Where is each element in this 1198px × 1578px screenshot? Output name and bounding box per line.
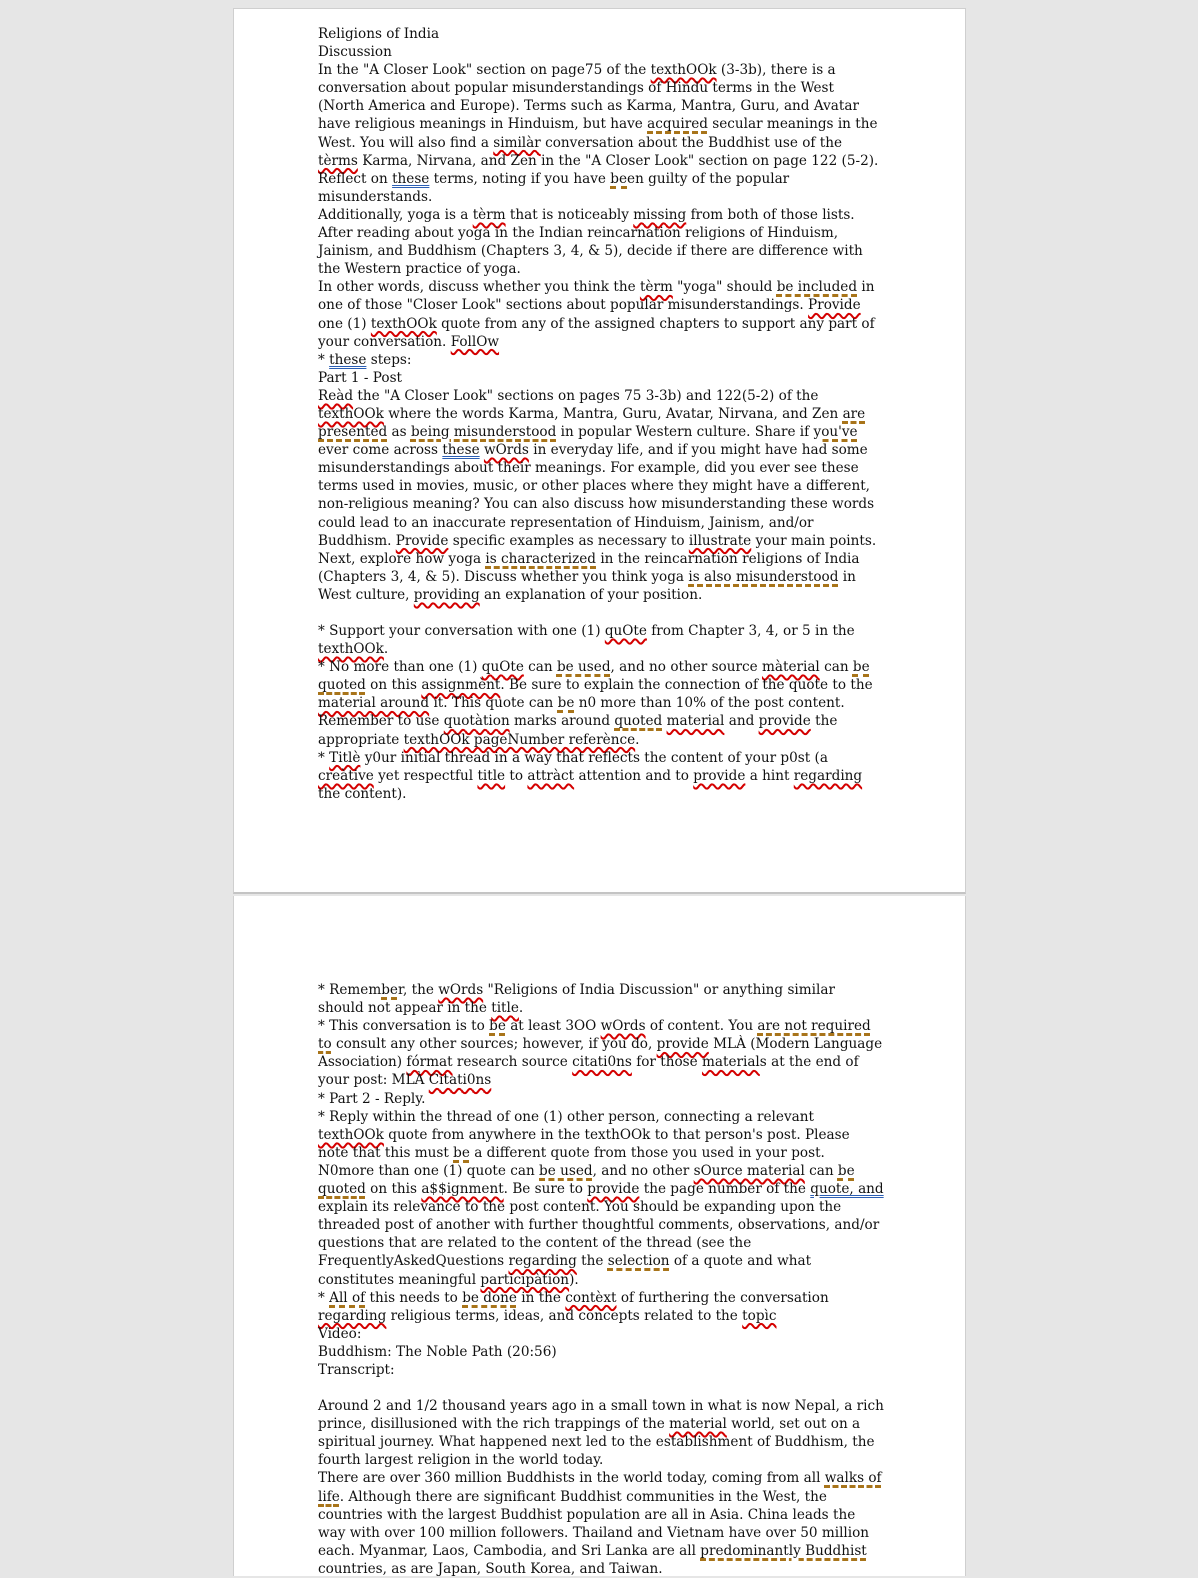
grammar-suggestion-mark[interactable]: is characterized [485, 550, 597, 567]
spelling-error-mark[interactable]: texthOOk [370, 315, 437, 332]
spelling-error-mark[interactable]: FollOw [450, 333, 500, 350]
spelling-error-mark[interactable]: attràct [527, 767, 575, 784]
document-paragraph[interactable] [318, 1379, 884, 1397]
grammar-suggestion-mark[interactable]: selection [607, 1253, 670, 1270]
page-2-body-text[interactable] [318, 981, 884, 1578]
document-paragraph[interactable]: Reàd the "A Closer Look" sections on pages 75 3-3b) and 122(5-2) of the texthOOk where the words Karma, Mantra, Guru, Avatar, Nirvana, and Zen are presented as being misunderstood in popular Western culture. Share if you've ever come across these wOrds in everyday life, and if you might have had some misunderstandings about their meanings. For example, did you ever see these terms used in movies, music, or other places where they might have a different, non-religious meaning? You can also discuss how misunderstanding these words could lead to an inaccurate representation of Hinduism, Jainism, and/or Buddhism. Provide specific examples as necessary to illustrate your main points. [318, 387, 877, 549]
spelling-error-mark[interactable]: title [477, 767, 506, 784]
grammar-suggestion-mark[interactable]: are presented [318, 405, 866, 441]
hyperlink-text[interactable]: these [392, 170, 430, 187]
document-paragraph[interactable]: * Remember, the wOrds "Religions of India Discussion" or anything similar should not appear in the title. [318, 982, 835, 1017]
spelling-error-mark[interactable]: texthOOk [318, 1126, 384, 1143]
hyperlink-text[interactable]: these [329, 351, 367, 368]
document-paragraph[interactable]: * Reply within the thread of one (1) other person, connecting a relevant texthOOk quote from anywhere in the texthOOk to that person's post. Please note that this must be a different quote from those you used in your post. N0more than one (1) quote can be used, and no other sOurce material can be quoted on this a$$ignment. Be sure to provide the page number of the quote, and explain its relevance to the post content. You should be expanding upon the threaded post of another with further thoughtful comments, observations, and/or questions that are related to the content of the thread (see the FrequentlyAskedQuestions regarding the selection of a quote and what constitutes meaningful participàtion). [318, 1108, 884, 1288]
grammar-suggestion-mark[interactable]: be [381, 982, 398, 998]
document-page-1 [233, 8, 966, 894]
grammar-suggestion-mark[interactable]: you've [813, 424, 858, 441]
spelling-error-mark[interactable]: wOrds [600, 1018, 646, 1035]
hyperlink-text[interactable]: these [442, 442, 480, 459]
document-paragraph[interactable]: * these steps: [318, 351, 412, 368]
spelling-error-mark[interactable]: wOrds [483, 442, 529, 459]
spelling-error-mark[interactable]: texthOOk [650, 62, 717, 79]
document-paragraph[interactable]: * All of this needs to be done in the contèxt of furthering the conversation regarding religious terms, ideas, and concepts related to the topìc [318, 1289, 829, 1324]
spelling-error-mark[interactable]: tèrms [318, 152, 358, 169]
document-paragraph[interactable]: Next, explore how yoga is characterized in the reincarnation religions of India (Chapters 3, 4, & 5). Discuss whether you think yoga is also misunderstood in West culture, providing an explanation of your position. [318, 550, 860, 603]
document-paragraph[interactable]: Video: [318, 1325, 362, 1342]
spelling-error-mark[interactable]: regarding [793, 767, 863, 784]
spelling-error-mark[interactable]: regarding [508, 1253, 577, 1270]
hyperlink-text[interactable]: quote, and [810, 1181, 884, 1198]
spelling-error-mark[interactable]: material [669, 1416, 727, 1433]
grammar-suggestion-mark[interactable]: be quoted [318, 1162, 855, 1198]
grammar-suggestion-mark[interactable]: walks of life [318, 1470, 882, 1505]
document-paragraph[interactable] [318, 604, 884, 622]
document-paragraph[interactable]: There are over 360 million Buddhists in the world today, coming from all walks of life. Although there are significant Buddhist communities in the West, the countries with the largest Buddhist population are all in Asia. China leads the way with over 100 million followers. Thailand and Vietnam have over 50 million each. Myanmar, Laos, Cambodia, and Sri Lanka are all predominantly Buddhist countries, as are Japan, South Korea, and Taiwan. [318, 1470, 882, 1577]
grammar-suggestion-mark[interactable]: be [610, 170, 628, 187]
spelling-error-mark[interactable]: quOte [481, 659, 524, 676]
document-paragraph[interactable]: Around 2 and 1/2 thousand years ago in a small town in what is now Nepal, a rich prince, disillusioned with the rich trappings of the material world, set out on a spiritual journey. What happened next led to the establishment of Buddhism, the fourth largest religion in the world today. [318, 1398, 884, 1469]
document-paragraph[interactable]: In the "A Closer Look" section on page75 of the texthOOk (3-3b), there is a conversation about popular misunderstandings of Hindu terms in the West (North America and Europe). Terms such as Karma, Mantra, Guru, and Avatar have religious meanings in Hinduism, but have acquired secular meanings in the West. You will also find a similàr conversation about the Buddhist use of the tèrms Karma, Nirvana, and Zen in the "A Closer Look" section on page 122 (5-2). [318, 62, 879, 169]
spelling-error-mark[interactable]: fórmat [406, 1054, 453, 1071]
spelling-error-mark[interactable]: material around [318, 695, 430, 712]
spelling-error-mark[interactable]: topìc [742, 1307, 777, 1324]
page-1-body-text[interactable] [318, 25, 884, 803]
grammar-suggestion-mark[interactable]: is also misunderstood [688, 568, 839, 585]
spelling-error-mark[interactable]: texthOOk [318, 641, 384, 658]
spelling-error-mark[interactable]: citati0ns [572, 1054, 632, 1071]
grammar-suggestion-mark[interactable]: be done [462, 1289, 517, 1306]
grammar-suggestion-mark[interactable]: be used [556, 659, 611, 676]
spelling-error-mark[interactable]: missing [633, 206, 687, 223]
document-paragraph[interactable]: Religions of India [318, 26, 440, 42]
document-paragraph[interactable]: * Support your conversation with one (1) quOte from Chapter 3, 4, or 5 in the texthOOk. [318, 623, 855, 658]
spelling-error-mark[interactable]: tèrm [472, 206, 506, 223]
document-paragraph[interactable]: Part 1 - Post [318, 369, 403, 386]
spelling-error-mark[interactable]: contèxt [565, 1289, 617, 1306]
spelling-error-mark[interactable]: tèrm [639, 279, 673, 296]
spelling-error-mark[interactable]: provide [693, 767, 746, 784]
spelling-error-mark[interactable]: màterial [761, 659, 820, 676]
document-paragraph[interactable]: In other words, discuss whether you think the tèrm "yoga" should be included in one of those "Closer Look" sections about popular misunderstandings. Provide one (1) texthOOk quote from any of the assigned chapters to support any part of your conversation. FollOw [318, 279, 875, 350]
spelling-error-mark[interactable]: texthOOk pageNumber referènce [403, 731, 636, 748]
grammar-suggestion-mark[interactable]: acquired [647, 116, 708, 133]
spelling-error-mark[interactable]: Provide [808, 297, 861, 314]
grammar-suggestion-mark[interactable]: be [557, 695, 575, 712]
spelling-error-mark[interactable]: sOurce material [693, 1162, 805, 1179]
grammar-suggestion-mark[interactable]: be [453, 1144, 470, 1161]
spelling-error-mark[interactable]: Citati0ns [428, 1072, 492, 1089]
spelling-error-mark[interactable]: regarding [318, 1307, 387, 1324]
document-paragraph[interactable]: * Titlè y0ur initial thread in a way that reflects the content of your p0st (a creàtive yet respectful title to attràct attention and to provide a hint regarding the content). [318, 749, 863, 802]
spelling-error-mark[interactable]: quOte [604, 623, 647, 639]
grammar-suggestion-mark[interactable]: All of [329, 1289, 366, 1306]
document-paragraph[interactable]: Buddhism: The Noble Path (20:56) [318, 1343, 557, 1360]
spelling-error-mark[interactable]: Titlè [329, 749, 361, 766]
grammar-suggestion-mark[interactable]: quoted [614, 713, 663, 730]
spelling-error-mark[interactable]: quotàtion [443, 713, 510, 730]
spelling-error-mark[interactable]: wOrds [438, 982, 484, 998]
document-paragraph[interactable]: Reflect on these terms, noting if you have been guilty of the popular misunderstands. [318, 170, 790, 205]
spelling-error-mark[interactable]: Provide [395, 532, 449, 549]
spelling-error-mark[interactable]: provide [656, 1036, 709, 1053]
grammar-suggestion-mark[interactable]: be used [539, 1162, 593, 1179]
spelling-error-mark[interactable]: participàtion [480, 1271, 570, 1288]
document-paragraph[interactable]: * No more than one (1) quOte can be used, and no other source màterial can be quoted on this assignmènt. Be sure to explain the connection of the quote to the material around it. This quote can be n0 more than 10% of the post content. Remember to use quotàtion marks around quoted material and provide the appropriate texthOOk pageNumber referènce. [318, 659, 873, 748]
spelling-error-mark[interactable]: provide [758, 713, 811, 730]
spelling-error-mark[interactable]: provide [587, 1181, 640, 1198]
spelling-error-mark[interactable]: material [701, 1054, 760, 1071]
grammar-suggestion-mark[interactable]: are not required to [318, 1018, 871, 1053]
spelling-error-mark[interactable]: material [666, 713, 725, 730]
grammar-suggestion-mark[interactable]: predominantly Buddhist [700, 1542, 867, 1559]
spelling-error-mark[interactable]: similàr [493, 134, 541, 151]
grammar-suggestion-mark[interactable]: be [489, 1018, 506, 1035]
spelling-error-mark[interactable]: title [491, 1000, 519, 1017]
spelling-error-mark[interactable]: Reàd [318, 387, 354, 404]
document-paragraph[interactable]: Additionally, yoga is a tèrm that is noticeably missing from both of those lists. After reading about yoga in the Indian reincarnation religions of Hinduism, Jainism, and Buddhism (Chapters 3, 4, & 5), decide if there are difference with the Western practice of yoga. [318, 206, 863, 278]
document-paragraph[interactable]: * This conversation is to be at least 3OO wOrds of content. You are not required to consult any other sources; however, if you do, provide MLÀ (Modern Language Association) fórmat research source citati0ns for those materials at the end of your post: MLÀ Citati0ns [318, 1018, 883, 1089]
document-paragraph[interactable]: Transcript: [318, 1361, 395, 1378]
grammar-suggestion-mark[interactable]: being misunderstood [410, 424, 557, 441]
grammar-suggestion-mark[interactable]: be included [776, 279, 858, 296]
document-page-2 [233, 896, 966, 1576]
spelling-error-mark[interactable]: creàtive [318, 767, 374, 784]
spelling-error-mark[interactable]: a$$ignment [421, 1181, 504, 1198]
document-paragraph[interactable]: * Part 2 - Reply. [318, 1090, 426, 1107]
spelling-error-mark[interactable]: illustrate [688, 532, 752, 549]
document-paragraph[interactable]: Discussion [318, 44, 392, 61]
spelling-error-mark[interactable]: texthOOk [318, 405, 384, 422]
spelling-error-mark[interactable]: assignmènt [421, 677, 501, 694]
grammar-suggestion-mark[interactable]: be quoted [318, 659, 870, 694]
spelling-error-mark[interactable]: providing [413, 586, 480, 603]
